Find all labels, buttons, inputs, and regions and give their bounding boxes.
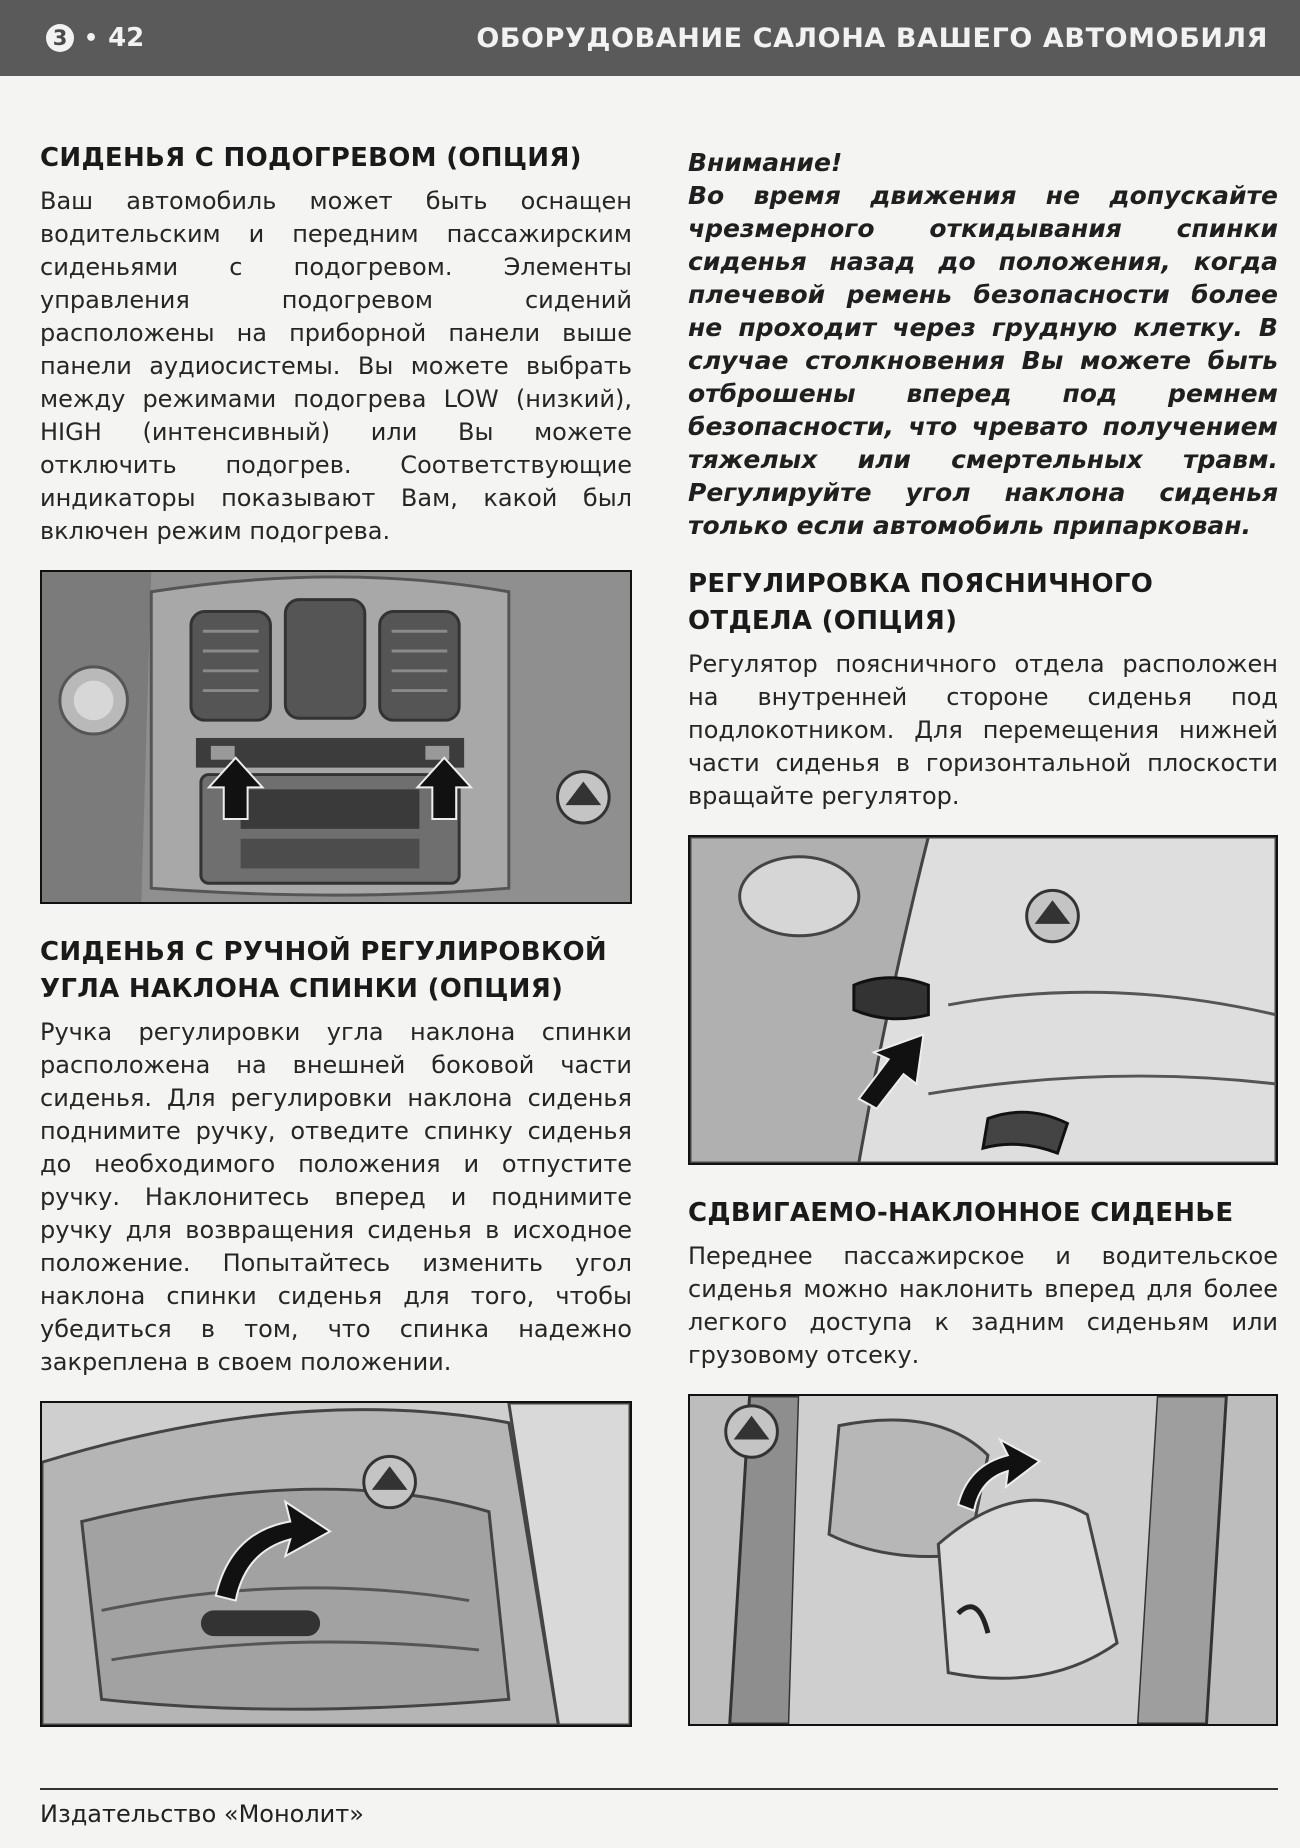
lumbar-illustration — [690, 837, 1276, 1163]
footer-divider — [40, 1788, 1278, 1790]
chapter-title: ОБОРУДОВАНИЕ САЛОНА ВАШЕГО АВТОМОБИЛЯ — [476, 22, 1268, 54]
page-header — [0, 0, 1300, 76]
recline-illustration — [42, 1403, 630, 1725]
right-column — [688, 146, 1278, 1726]
heated-seats-heading: СИДЕНЬЯ С ПОДОГРЕВОМ (ОПЦИЯ) — [40, 143, 582, 173]
tilt-slide-figure — [688, 1394, 1278, 1726]
lumbar-text: Регулятор поясничного отдела расположен на внутренней стороне сиденья под подлокотником. Для перемещения нижней части сиденья в горизонтальной плоскости вращайте регулятор. — [688, 650, 1278, 810]
page-number: 42 — [108, 23, 145, 53]
heated-seats-text: Ваш автомобиль может быть оснащен водительским и передним пассажирским сиденьями с подогревом. Элементы управления подогревом сидений расположены на приборной панели выше панели аудиосистемы. Вы можете выбрать между режимами подогрева LOW (низкий), HIGH (интенсивный) или Вы можете отключить подогрев. Соответствующие индикаторы показывают Вам, какой был включен режим подогрева. — [40, 187, 632, 545]
dashboard-heater-figure — [40, 570, 632, 904]
header-separator: • — [84, 25, 99, 51]
publisher-footer: Издательство «Монолит» — [40, 1800, 364, 1828]
warning-title: Внимание! — [688, 148, 843, 177]
left-column — [40, 140, 632, 1727]
tilt-slide-heading: СДВИГАЕМО-НАКЛОННОЕ СИДЕНЬЕ — [688, 1198, 1234, 1228]
lumbar-knob-figure — [688, 835, 1278, 1165]
chapter-badge: 3 — [46, 24, 74, 52]
tilt-slide-illustration — [690, 1396, 1276, 1724]
lumbar-heading: РЕГУЛИРОВКА ПОЯСНИЧНОГО ОТДЕЛА (ОПЦИЯ) — [688, 569, 1154, 636]
manual-recline-heading: СИДЕНЬЯ С РУЧНОЙ РЕГУЛИРОВКОЙ УГЛА НАКЛОНА СПИНКИ (ОПЦИЯ) — [40, 937, 607, 1004]
tilt-slide-text: Переднее пассажирское и водительское сиденья можно наклонить вперед для более легкого доступа к задним сиденьям или грузовому отсеку. — [688, 1242, 1278, 1369]
dashboard-illustration — [42, 572, 630, 902]
manual-recline-text: Ручка регулировки угла наклона спинки расположена на внешней боковой части сиденья. Для регулировки наклона сиденья поднимите ручку, отведите спинку сиденья до необходимого положения и отпустите ручку. Наклонитесь вперед и поднимите ручку для возвращения сиденья в исходное положение. Попытайтесь изменить угол наклона спинки сиденья для того, чтобы убедиться в том, что спинка надежно закреплена в своем положении. — [40, 1018, 632, 1376]
warning-text: Во время движения не допускайте чрезмерного откидывания спинки сиденья назад до положения, когда плечевой ремень безопасности более не проходит через грудную клетку. В случае столкновения Вы можете быть отброшены вперед под ремнем безопасности, что чревато получением тяжелых или смертельных травм. Регулируйте угол наклона сиденья только если автомобиль припаркован. — [688, 181, 1278, 540]
recline-lever-figure — [40, 1401, 632, 1727]
